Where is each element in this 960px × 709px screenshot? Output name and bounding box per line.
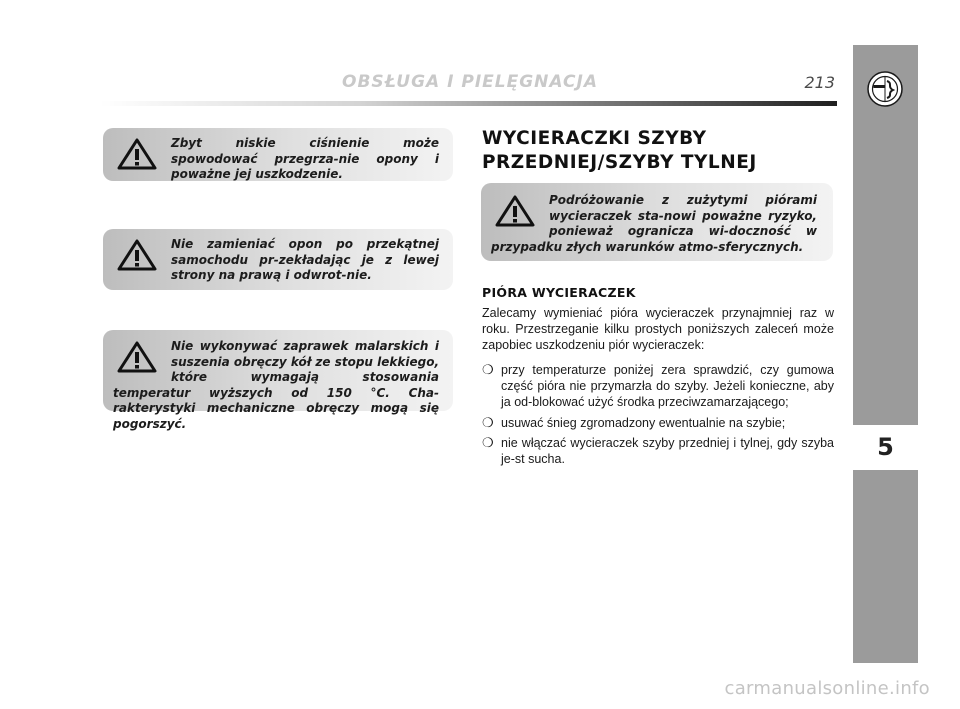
warning-triangle-icon [117,341,157,373]
warning-text: Zbyt niskie ciśnienie może spowodować przegrza-nie opony i poważne jej uszkodzenie. [171,136,439,181]
warning-triangle-icon [495,195,535,227]
list-item-text: usuwać śnieg zgromadzony ewentualnie na szybie; [501,415,786,430]
section-heading-line1: WYCIERACZKI SZYBY [482,128,707,149]
warning-box-tire-pressure [103,128,453,181]
chapter-sidebar-bottom [853,470,918,663]
list-item [482,362,834,411]
warning-text: Nie zamieniać opon po przekątnej samochodu pr-zekładając je z lewej strony na prawą i odwrot-nie. [171,237,439,282]
circle-bullet-icon: ❍ [482,362,494,377]
section-heading [482,127,822,175]
header-rule [100,101,837,106]
footer-watermark: carmanualsonline.info [724,678,930,699]
subheading-wiper-blades: PIÓRA WYCIERACZEK [482,285,636,300]
warning-box-wiper-blades [481,183,833,261]
list-item-text: przy temperaturze poniżej zera sprawdzić, czy gumowa część pióra nie przymarzła do szyby. Jeżeli konieczne, aby ja od-blokować użyć środka przeciwzamarzającego; [501,363,834,410]
warning-triangle-icon [117,239,157,271]
page-header-title: OBSŁUGA I PIELĘGNACJA [342,72,598,92]
warning-triangle-icon [117,138,157,170]
intro-paragraph: Zalecamy wymieniać pióra wycieraczek przynajmniej raz w roku. Przestrzeganie kilku prostych poniższych zaleceń może zapobiec uszkodzeniu piór wycieraczek: [482,306,834,353]
chapter-number: 5 [877,433,894,461]
warning-box-wheel-paint [103,330,453,431]
brand-logo-icon [867,71,903,107]
section-heading-line2: PRZEDNIEJ/SZYBY TYLNEJ [482,152,757,173]
warning-text: Podróżowanie z zużytymi piórami wycieraczek sta-nowi poważne ryzyko, ponieważ ogranicza wi-doczność w przypadku złych warunków atmo-sferycznych. [491,193,817,254]
warning-text: Nie wykonywać zaprawek malarskich i suszenia obręczy kół ze stopu lekkiego, które wymagają stosowania temperatur wyższych od 150 °C. Cha-rakterystyki mechaniczne obręczy mogą się pogorszyć. [113,339,439,431]
list-item-text: nie włączać wycieraczek szyby przedniej i tylnej, gdy szyba je-st sucha. [501,435,834,467]
list-item [482,435,834,467]
page-number: 213 [804,73,835,92]
circle-bullet-icon: ❍ [482,414,494,430]
bullet-list [482,362,834,471]
warning-box-tire-rotation [103,229,453,290]
list-item [482,415,834,431]
circle-bullet-icon: ❍ [482,434,494,450]
